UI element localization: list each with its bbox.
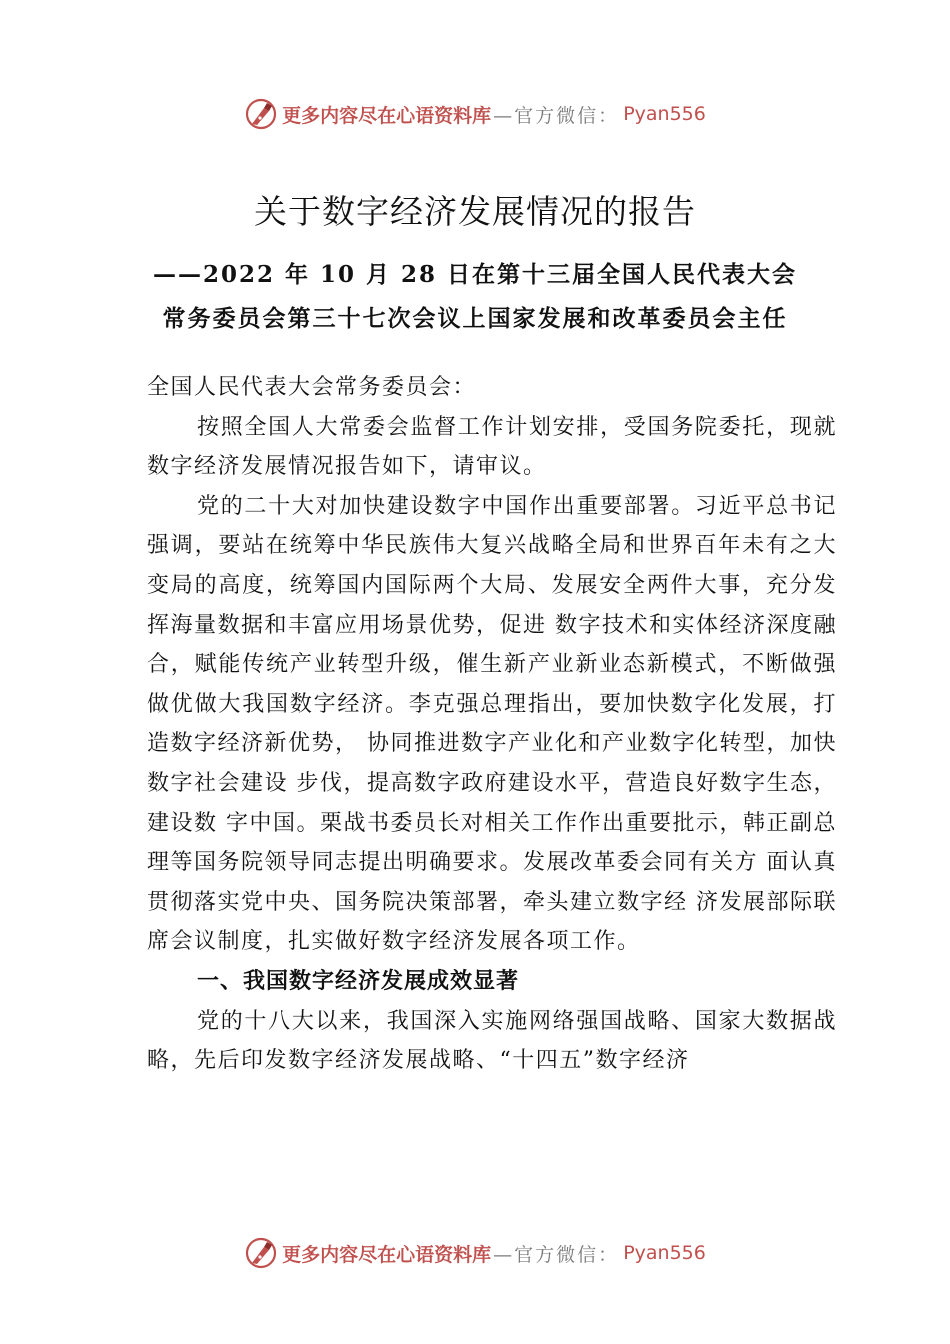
pen-nib-logo-icon xyxy=(244,97,278,131)
paragraph: 按照全国人大常委会监督工作计划安排，受国务院委托，现就数字经济发展情况报告如下，请审议。 xyxy=(147,414,837,480)
section-heading: 一、我国数字经济发展成效显著 xyxy=(197,968,520,994)
pen-nib-logo-icon xyxy=(244,1236,278,1270)
watermark-official-label: —官方微信： xyxy=(493,1243,620,1266)
watermark-text: 更多内容尽在心语资料库 xyxy=(282,1243,492,1266)
document-body xyxy=(147,368,837,1081)
salutation: 全国人民代表大会常务委员会： xyxy=(147,375,477,400)
watermark-wechat-id: Pyan556 xyxy=(623,103,706,125)
paragraph: 党的二十大对加快建设数字中国作出重要部署。习近平总书记强调，要站在统筹中华民族伟大复兴战略全局和世界百年未有之大变局的高度，统筹国内国际两个大局、发展安全两件大事，充分发挥海量数据和丰富应用场景优势，促进 数字技术和实体经济深度融合，赋能传统产业转型升级，催生新产业新业态新模式，不断做强做优做大我国数字经济。李克强总理指出，要加快数字化发展，打造数字经济新优势， 协同推进数字产业化和产业数字化转型，加快数字社会建设 步伐，提高数字政府建设水平，营造良好数字生态，建设数 字中国。栗战书委员长对相关工作作出重要批示，韩正副总 理等国务院领导同志提出明确要求。发展改革委会同有关方 面认真贯彻落实党中央、国务院决策部署，牵头建立数字经 济发展部际联席会议制度，扎实做好数字经济发展各项工作。 xyxy=(147,493,837,955)
watermark-official-label: —官方微信： xyxy=(493,104,620,127)
document-subtitle-line2: 常务委员会第三十七次会议上国家发展和改革委员会主任 xyxy=(162,305,788,332)
document-title: 关于数字经济发展情况的报告 xyxy=(254,192,696,231)
watermark-wechat-id: Pyan556 xyxy=(623,1242,706,1264)
watermark-banner-top xyxy=(0,94,950,134)
paragraph: 党的十八大以来，我国深入实施网络强国战略、国家大数据战略，先后印发数字经济发展战略、“十四五”数字经济 xyxy=(147,1008,837,1074)
watermark-banner-bottom xyxy=(0,1233,950,1273)
document-subtitle-line1: ——2022 年 10 月 28 日在第十三届全国人民代表大会 xyxy=(152,261,798,288)
watermark-text: 更多内容尽在心语资料库 xyxy=(282,104,492,127)
